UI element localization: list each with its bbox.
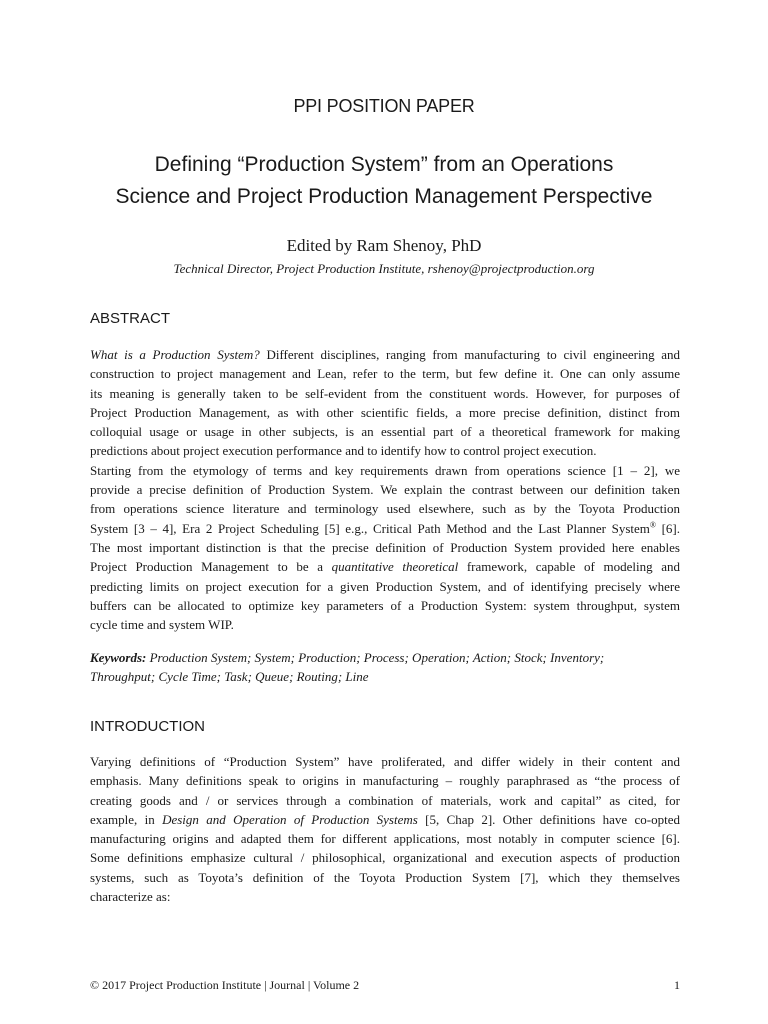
abstract-line: its meaning is generally taken to be self-evident from the constituent words. However, for purposes of [90, 385, 680, 401]
abstract-line: The most important distinction is that the precise definition of Production System provided here enables [90, 539, 680, 555]
editor-affiliation: Technical Director, Project Production Institute, rshenoy@projectproduction.org [173, 261, 595, 276]
abstract-line: from operations science literature and terminology used elsewhere, such as by the Toyota Production [90, 501, 680, 517]
paper-title-line-2: Science and Project Production Management Perspective [115, 185, 653, 208]
abstract-line: colloquial usage or usage in other subjects, is an essential part of a theoretical framework for making [90, 424, 680, 440]
intro-line: systems, such as Toyota’s definition of the Toyota Production System [7], which they themselves [90, 869, 680, 885]
editor-line: Edited by Ram Shenoy, PhD [286, 236, 482, 255]
footer-copyright: © 2017 Project Production Institute | Journal | Volume 2 [90, 978, 360, 992]
page-footer [90, 978, 680, 993]
page-number: 1 [674, 978, 680, 992]
abstract-line: predicting limits on project execution for a given Production System, and of identifying precisely where [90, 578, 680, 594]
abstract-heading: ABSTRACT [90, 310, 171, 327]
introduction-heading: INTRODUCTION [90, 718, 205, 735]
abstract-line: provide a precise definition of Production System. We explain the contrast between our definition taken [90, 482, 680, 498]
keywords-line: Keywords: Production System; System; Production; Process; Operation; Action; Stock; Inventory; [90, 650, 605, 665]
abstract-line: buffers can be allocated to optimize key parameters of a Production System: system throughput, system [90, 597, 680, 613]
intro-line: Some definitions emphasize cultural / philosophical, organizational and execution aspects of production [90, 850, 680, 866]
keywords-label: Keywords: [90, 650, 147, 665]
intro-line: example, in Design and Operation of Production Systems [5, Chap 2]. Other definitions have co-opted [90, 811, 680, 827]
abstract-line: Project Production Management to be a quantitative theoretical framework, capable of modeling and [90, 559, 680, 575]
paper-title [60, 149, 708, 213]
paper-series-label: PPI POSITION PAPER [293, 96, 475, 116]
intro-line: emphasis. Many definitions speak to origins in manufacturing – roughly paraphrased as “the process of [90, 773, 680, 789]
abstract-paragraph [90, 345, 680, 634]
intro-line: manufacturing origins and adapted them for different applications, most notably in computer science [6]. [90, 831, 680, 847]
abstract-line: predictions about project execution performance and to identify how to control project execution. [90, 443, 597, 459]
paper-title-line-1: Defining “Production System” from an Operations [154, 153, 614, 176]
registered-mark: ® [649, 520, 656, 530]
introduction-paragraph [90, 752, 680, 906]
abstract-line: construction to project management and Lean, refer to the term, but few define it. One can only assume [90, 366, 680, 382]
intro-line: creating goods and / or services through a combination of materials, work and capital” as cited, for [90, 792, 680, 808]
abstract-line: Project Production Management, as with other scientific fields, a more precise definition, distinct from [90, 404, 680, 420]
keywords-line: Throughput; Cycle Time; Task; Queue; Routing; Line [90, 669, 369, 685]
intro-line: Varying definitions of “Production System” have proliferated, and differ widely in their content and [90, 754, 680, 769]
abstract-line: Starting from the etymology of terms and key requirements drawn from operations science [1 – 2], we [90, 462, 680, 478]
abstract-lead-question: What is a Production System? [90, 347, 260, 362]
keywords-paragraph [90, 648, 680, 687]
abstract-line: System [3 – 4], Era 2 Project Scheduling [5] e.g., Critical Path Method and the Last Planner System® [6]. [90, 520, 680, 536]
abstract-line: What is a Production System? Different disciplines, ranging from manufacturing to civil engineering and [90, 347, 680, 362]
cited-book-title: Design and Operation of Production Systems [162, 811, 418, 827]
intro-line: characterize as: [90, 889, 171, 905]
abstract-line: cycle time and system WIP. [90, 617, 234, 633]
